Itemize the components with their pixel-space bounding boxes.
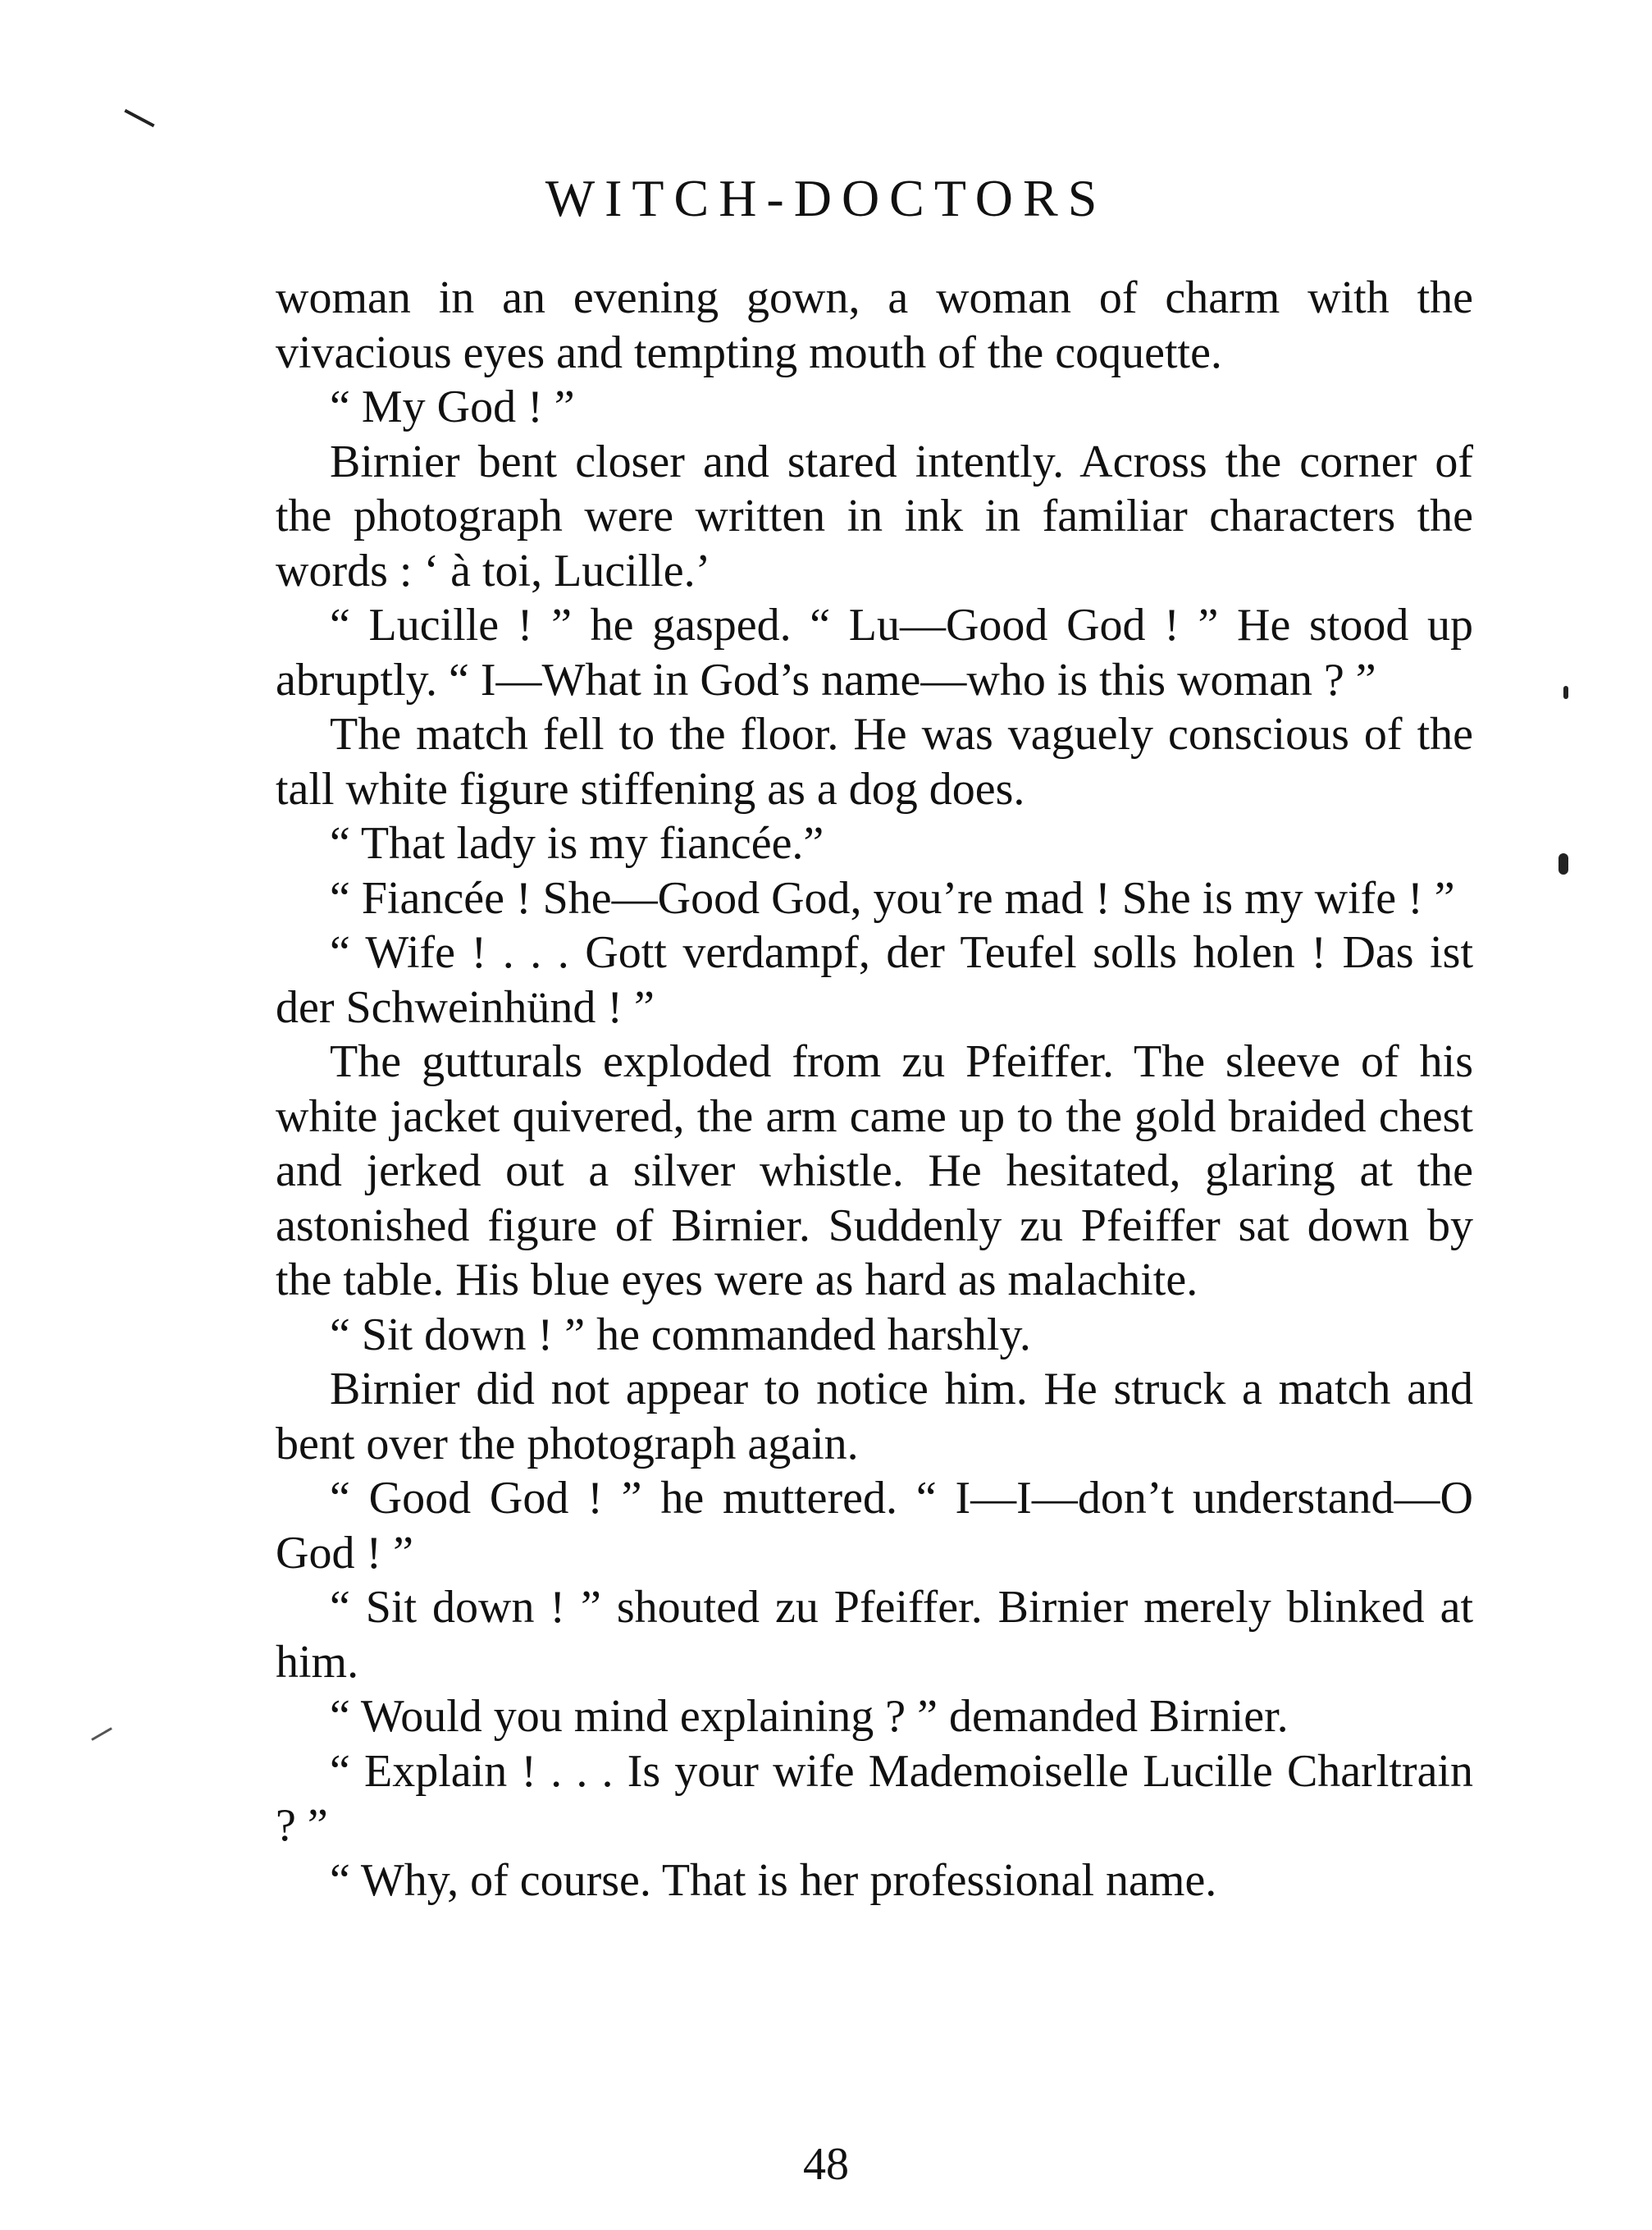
paragraph-16: “ Why, of course. That is her professional name.: [330, 1854, 1217, 1906]
paragraph-9: The gutturals exploded from zu Pfeiffer. The sleeve of his white jacket quivered, the arm came up to the gold braided chest and jerked out a silver whistle. He hesitated, glaring at the astonished figure of Birnier. Suddenly zu Pfeiffer sat down by the table. His blue eyes were as hard as malachite.: [276, 1036, 1473, 1305]
paragraph-14: “ Would you mind explaining ? ” demanded Birnier.: [330, 1691, 1289, 1742]
paragraph-12: “ Good God ! ” he muttered. “ I—I—don’t understand—O God ! ”: [276, 1473, 1473, 1579]
page-number: 48: [803, 2139, 849, 2190]
paragraph-8: “ Wife ! . . . Gott verdampf, der Teufel solls holen ! Das ist der Schweinhünd ! ”: [276, 927, 1473, 1033]
paragraph-1: woman in an evening gown, a woman of charm with the vivacious eyes and tempting mouth of the coquette.: [276, 272, 1473, 378]
scan-speck-left-1: [91, 1727, 112, 1741]
paragraph-11: Birnier did not appear to notice him. He struck a match and bent over the photograph again.: [276, 1364, 1473, 1469]
scan-speck-right-1: [1563, 686, 1568, 699]
scan-speck-top-left: [124, 109, 154, 127]
paragraph-3: Birnier bent closer and stared intently. Across the corner of the photograph were written in ink in familiar characters the words : ‘ à toi, Lucille.’: [276, 436, 1473, 596]
paragraph-6: “ That lady is my fiancée.”: [330, 818, 824, 869]
scan-speck-right-2: [1558, 853, 1568, 875]
paragraph-13: “ Sit down ! ” shouted zu Pfeiffer. Birnier merely blinked at him.: [276, 1582, 1473, 1688]
running-header: WITCH-DOCTORS: [545, 169, 1107, 227]
paragraph-5: The match fell to the floor. He was vaguely conscious of the tall white figure stiffening as a dog does.: [276, 709, 1473, 815]
paragraph-7: “ Fiancée ! She—Good God, you’re mad ! She is my wife ! ”: [330, 872, 1455, 924]
paragraph-2: “ My God ! ”: [330, 382, 575, 432]
paragraph-15: “ Explain ! . . . Is your wife Mademoiselle Lucille Charltrain ? ”: [276, 1745, 1473, 1851]
paragraph-10: “ Sit down ! ” he commanded harshly.: [330, 1309, 1031, 1360]
body-text: [276, 271, 1473, 1908]
paragraph-4: “ Lucille ! ” he gasped. “ Lu—Good God ! ” He stood up abruptly. “ I—What in God’s name—who is this woman ? ”: [276, 600, 1473, 706]
